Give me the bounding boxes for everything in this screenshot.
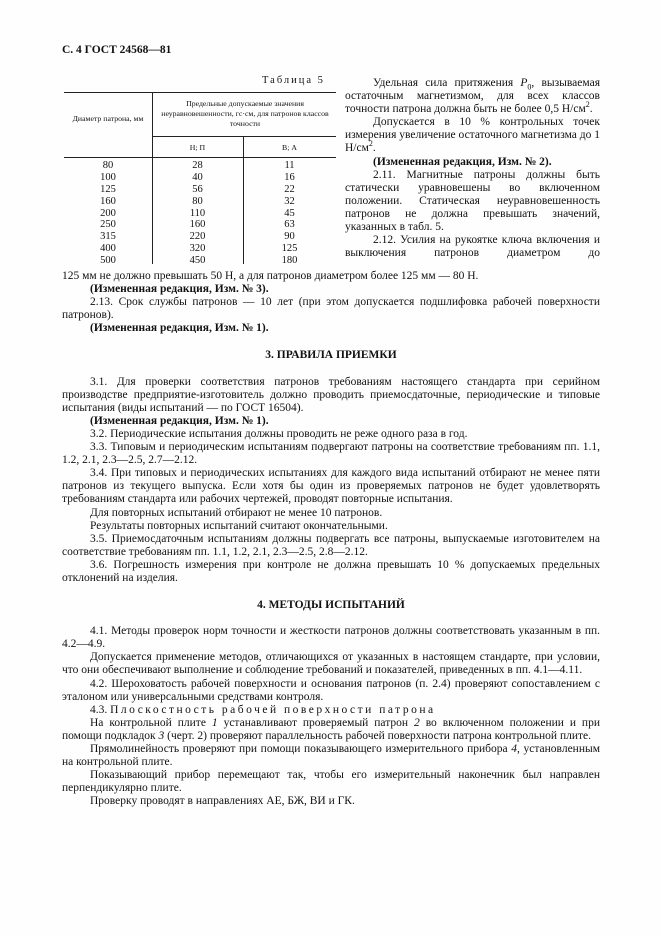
table-header-rule [64,157,336,158]
table-cell: 125 [100,183,116,195]
text: . [589,103,593,116]
table-header-diameter: Диаметр патрона, мм [72,114,144,123]
clause-2-12: 2.12. Усилия на рукоятке ключа включения и выключения патронов диаметром до [345,234,600,260]
text: , установленным на контрольной плите. [62,743,600,769]
figure-ref: 3 [158,729,165,742]
table-cell: 220 [189,231,206,243]
amendment-note: (Измененная редакция, Изм. № 1). [90,322,269,335]
right-column [345,77,600,260]
table-subheader-np: Н; П [189,143,206,152]
text: . [372,142,376,155]
paragraph [62,743,600,769]
clause-4-1: 4.1. Методы проверок норм точности и жесткости патронов должны соответствовать указанным в пп. 4.2—4.9. [62,625,600,651]
table-cell: 80 [102,160,114,171]
table-subheader-va: В; А [282,143,297,152]
table-col-va [243,160,336,267]
paragraph [62,717,600,743]
text: Допускается в 10 % контрольных точек измерения увеличение остаточного магнетизма до 1 Н/см [345,116,600,155]
table-top-rule [64,92,336,93]
table-cell: 320 [189,243,206,255]
clause-4-2: 4.2. Шероховатость рабочей поверхности и основания патронов (п. 2.4) проверяют сопоставлением с эталоном или универсальными средствами контроля. [62,677,600,703]
symbol: P [520,77,528,89]
table-cell: 40 [192,171,203,183]
table-cell: 56 [192,183,203,195]
amendment-note: (Измененная редакция, Изм. № 3). [90,283,269,296]
table-caption: Таблица 5 [262,75,325,86]
clause-3-3: 3.3. Типовым и периодическим испытаниям подвергают патроны на соответствие требованиям пп. 1.1, 1.2, 2.1, 2.3—2.5, 2.7—2.12. [62,441,600,467]
paragraph: Для повторных испытаний отбирают не менее 10 патронов. [90,506,383,519]
paragraph [345,116,600,155]
table-cell: 32 [284,195,295,207]
table-cell: 45 [284,207,295,219]
table-cell: 450 [189,255,206,267]
table-col-diameter [64,160,152,267]
clause-4-3 [62,704,600,717]
text: устанавливают проверяемый патрон [217,716,414,729]
section-4-title: 4. МЕТОДЫ ИСПЫТАНИЙ [257,599,405,612]
table-cell: 16 [284,171,295,183]
amendment-note: (Измененная редакция, Изм. № 2). [373,155,552,168]
table-cell: 100 [100,171,116,183]
table-cell: 80 [192,195,203,207]
paragraph: Допускается применение методов, отличающихся от указанных в настоящем стандарте, при условии, что они обеспечивают выполнение и соблюдение требований и показателей, приведенных в пп. 4.1—4.11. [62,651,600,677]
text: На контрольной плите [90,716,212,729]
clause-title: Плоскостность рабочей поверхности патрона [110,703,436,716]
page-header: С. 4 ГОСТ 24568—81 [62,44,172,56]
subscript: 0 [527,82,532,92]
clause-number: 4.3. [90,703,111,716]
paragraph: Результаты повторных испытаний считают окончательными. [90,519,388,532]
table-cell: 28 [192,160,203,171]
table-cell: 125 [281,243,298,255]
text: (черт. 2) проверяют параллельность рабочей поверхности патрона контрольной плите. [164,729,591,742]
table-cell: 11 [284,160,295,171]
table-col-np [152,160,243,267]
table-cell: 315 [100,231,116,243]
section-3-title: 3. ПРАВИЛА ПРИЕМКИ [265,349,397,362]
paragraph: Показывающий прибор перемещают так, чтобы его измерительный наконечник был направлен перпендикулярно плите. [62,769,600,795]
superscript: 2 [368,139,373,149]
text: Удельная сила притяжения [373,77,521,89]
figure-ref: 1 [211,716,218,729]
paragraph: Проверку проводят в направлениях АЕ, БЖ, ВИ и ГК. [90,795,355,808]
table-cell: 180 [281,255,298,267]
table-cell: 22 [284,183,295,195]
clause-3-6: 3.6. Погрешность измерения при контроле не должна превышать 10 % допускаемых предельных отклонений на изделия. [62,558,600,584]
clause-2-13: 2.13. Срок службы патронов — 10 лет (при этом допускается подшлифовка рабочей поверхности патронов). [62,296,600,322]
figure-ref: 4 [511,743,518,755]
text: во включенном положении и при помощи подкладок [62,716,600,742]
table-cell: 160 [189,219,206,231]
paragraph: 125 мм не должно превышать 50 Н, а для патронов диаметром более 125 мм — 80 Н. [62,270,479,282]
table-cell: 250 [100,219,116,231]
clause-2-11: 2.11. Магнитные патроны должны быть статически уравновешены во включенном положении. Статическая неуравновешенность патронов не должна превышать значений, указанных в табл. 5. [345,168,600,234]
clause-3-4: 3.4. При типовых и периодических испытаниях для каждого вида испытаний отбирают не менее пяти патронов из текущего выпуска. Если хотя бы один из проверяемых патронов не будет удовлетворять требованиям стандарта или рабочих чертежей, проводят повторные испытания. [62,467,600,506]
amendment-note: (Измененная редакция, Изм. № 1). [90,414,269,427]
table-cell: 200 [100,207,116,219]
superscript: 2 [585,100,590,110]
text: Прямолинейность проверяют при помощи показывающего измерительного прибора [90,743,512,755]
table-header-group: Предельные допускаемые значения неуравновешенности, гс·см, для патронов классов точности [161,99,329,128]
clause-3-5: 3.5. Приемосдаточным испытаниям должны подвергать все патроны, выпускаемые изготовителем на соответствие требованиям пп. 1.1, 1.2, 2.1, 2.3—2.5, 2.8—2.12. [62,532,600,558]
text: , вызываемая остаточным магнетизмом, для всех классов точности патрона должна быть не более 0,5 Н/см [345,77,600,116]
table-cell: 110 [189,207,206,219]
table-subheader-rule [152,136,336,137]
paragraph [345,77,600,116]
clause-3-1: 3.1. Для проверки соответствия патронов требованиям настоящего стандарта при серийном производстве предприятие-изготовитель должно проводить приемосдаточные, периодические и типовые испытания (виды испытаний — по ГОСТ 16504). [62,375,600,414]
table-cell: 500 [100,255,116,267]
table-cell: 160 [100,195,116,207]
clause-3-2: 3.2. Периодические испытания должны проводить не реже одного раза в год. [90,427,468,440]
table-cell: 90 [284,231,295,243]
table-cell: 400 [100,243,116,255]
main-body [62,270,600,808]
figure-ref: 2 [414,716,420,729]
table-cell: 63 [284,219,295,231]
